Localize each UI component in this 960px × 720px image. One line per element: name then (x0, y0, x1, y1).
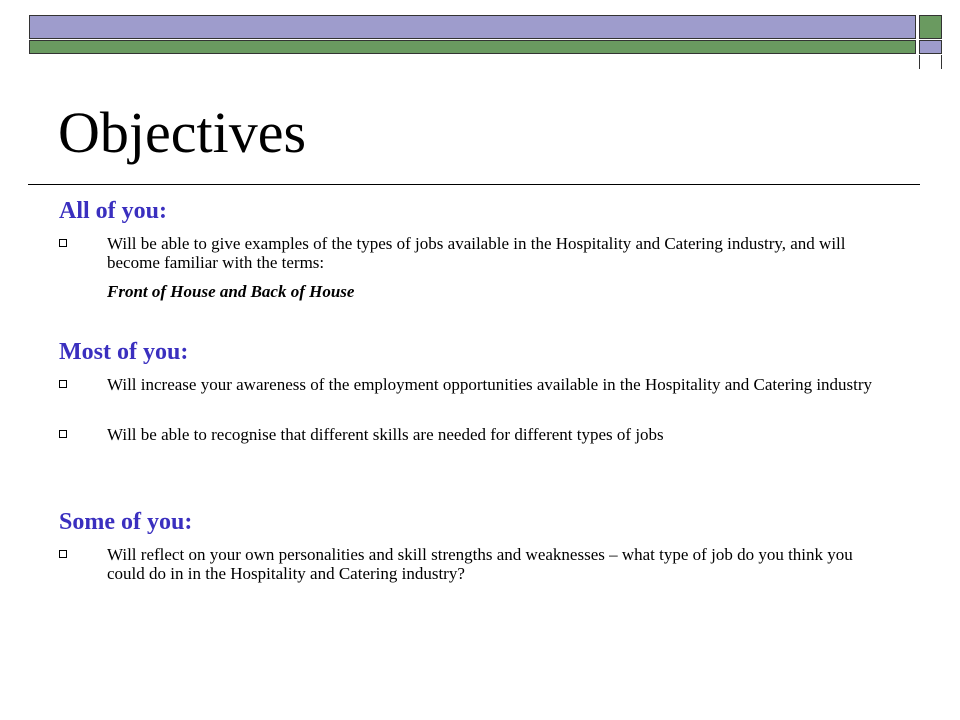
section-heading-all: All of you: (59, 198, 167, 224)
bullet-text: Will increase your awareness of the employment opportunities available in the Hospitality and Catering industry (107, 375, 873, 394)
hollow-square-bullet-icon (59, 550, 67, 558)
hollow-square-bullet-icon (59, 380, 67, 388)
emphasis-terms: Front of House and Back of House (107, 282, 355, 301)
bullet-item (59, 375, 889, 394)
section-heading-some: Some of you: (59, 509, 193, 535)
hollow-square-bullet-icon (59, 430, 67, 438)
bullet-text: Will be able to recognise that different skills are needed for different types of jobs (107, 425, 664, 444)
section-heading-most: Most of you: (59, 339, 189, 365)
bullet-item (59, 545, 889, 583)
bullet-text: Will reflect on your own personalities and skill strengths and weaknesses – what type of job do you think you could do in in the Hospitality and Catering industry? (107, 545, 853, 583)
header-bar-green (29, 40, 916, 54)
bullet-item (59, 234, 889, 272)
bullet-text: Will be able to give examples of the types of jobs available in the Hospitality and Catering industry, and will become familiar with the terms: (107, 234, 846, 272)
header-right-sliver (919, 55, 942, 69)
header-bar-purple (29, 15, 916, 39)
header-square-green (919, 15, 942, 39)
slide-title: Objectives (58, 100, 307, 165)
hollow-square-bullet-icon (59, 239, 67, 247)
header-square-purple (919, 40, 942, 54)
title-divider (28, 184, 920, 185)
bullet-item (59, 425, 889, 444)
